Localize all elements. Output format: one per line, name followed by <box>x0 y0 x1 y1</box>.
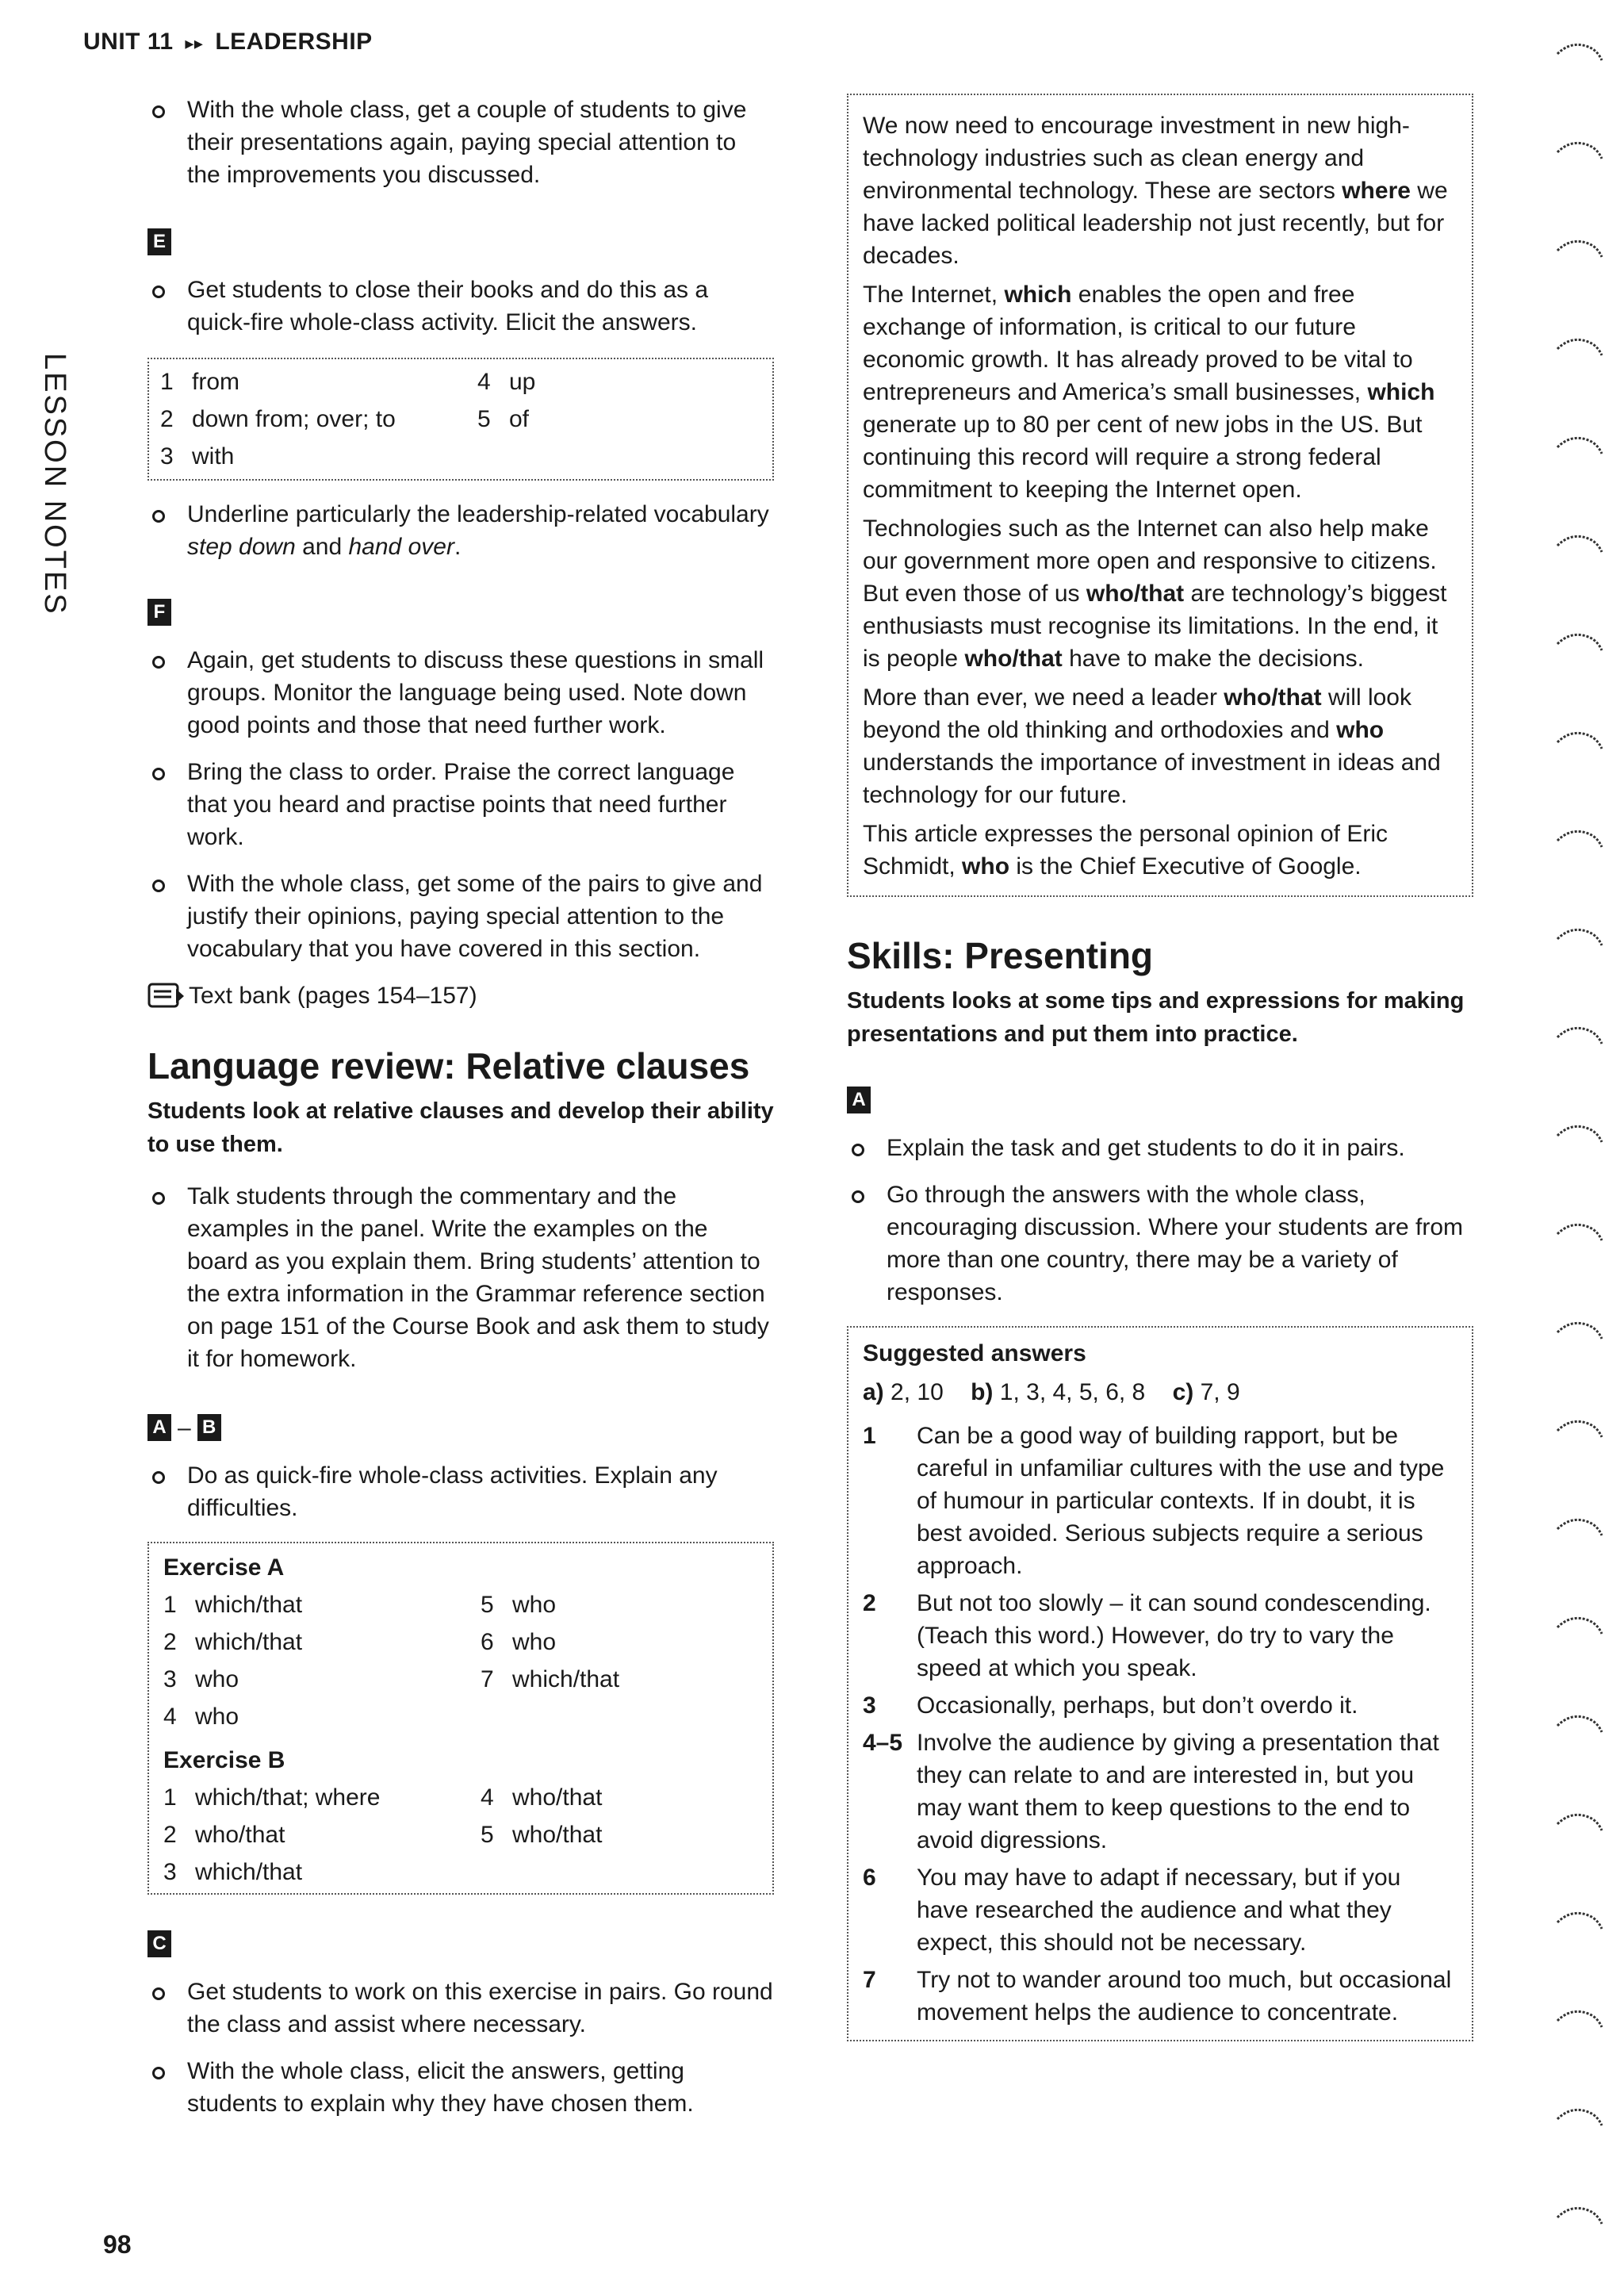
ans-num: 4 <box>477 369 491 395</box>
italic-term: hand over <box>348 534 454 560</box>
ans-num: 7 <box>481 1666 494 1692</box>
highlighted-relative: who <box>962 853 1010 880</box>
skills-bullet: Go through the answers with the whole class, encouraging discussion. Where your students are from more than one country, there may be a variety of responses. <box>847 1179 1473 1309</box>
ans-num: 4 <box>163 1704 177 1730</box>
ans-text: who/that <box>195 1822 285 1848</box>
list-num: 6 <box>863 1865 876 1891</box>
section-c-bullet: With the whole class, elicit the answers, getting students to explain why they have chosen them. <box>147 2055 774 2120</box>
page-number: 98 <box>103 2230 132 2259</box>
text-bank-label: Text bank (pages 154–157) <box>189 983 477 1009</box>
section-e-answers <box>160 366 761 473</box>
side-label-text: LESSON NOTES <box>38 353 71 616</box>
group-label: a) <box>863 1379 884 1405</box>
list-num: 2 <box>863 1590 876 1616</box>
ans-num: 1 <box>163 1784 177 1811</box>
list-item: Try not to wander around too much, but occasional movement helps the audience to concentrate. <box>917 1967 1452 2026</box>
text-run: enables the open and free exchange of information, is critical to our future economic growth. It has already proved to be vital to entrepreneurs and America’s small businesses, <box>863 282 1413 405</box>
ans-num: 2 <box>160 406 174 432</box>
group-values: 2, 10 <box>891 1379 944 1405</box>
spiral-ring-icon <box>1554 1613 1605 1637</box>
ans-num: 5 <box>481 1822 494 1848</box>
suggested-groups <box>863 1376 1457 1409</box>
ans-text: which/that <box>195 1629 303 1655</box>
text-run: is the Chief Executive of Google. <box>1009 853 1362 880</box>
ans-text: with <box>192 443 235 470</box>
ans-text: from <box>192 369 239 395</box>
ans-text: who <box>195 1666 239 1692</box>
article-paragraph <box>863 278 1457 506</box>
spiral-ring-icon <box>1554 630 1605 653</box>
spiral-ring-icon <box>1554 826 1605 850</box>
spiral-ring-icon <box>1554 433 1605 457</box>
ans-text: who/that <box>512 1822 603 1848</box>
header-arrow-icon: ▸▸ <box>185 33 204 53</box>
section-e-after-bullet <box>147 498 774 563</box>
ans-num <box>481 1856 512 1888</box>
highlighted-relative: who/that <box>964 646 1063 672</box>
list-item: Can be a good way of building rapport, but be careful in unfamiliar cultures with the use and type of humour in particular contexts. If in doubt, it is best avoided. Serious subjects require a serious approach. <box>917 1423 1445 1579</box>
ans-text: of <box>509 406 530 432</box>
ans-text: which/that <box>195 1592 303 1618</box>
section-e-badge-row <box>147 224 774 259</box>
skills-title: Skills: Presenting <box>847 935 1154 976</box>
section-ab-badge-row <box>147 1410 774 1445</box>
language-review-title: Language review: Relative clauses <box>147 1045 750 1087</box>
list-num: 4–5 <box>863 1730 903 1756</box>
right-column <box>847 94 1473 2041</box>
highlighted-relative: where <box>1342 178 1411 204</box>
section-f-bullet: Bring the class to order. Praise the correct language that you heard and practise points that need further work. <box>147 756 774 853</box>
unit-number: UNIT 11 <box>83 29 174 55</box>
article-box <box>847 94 1473 897</box>
spiral-ring-icon <box>1554 2006 1605 2030</box>
text-run: will look beyond the old thinking and orthodoxies and <box>863 684 1411 743</box>
skills-subtitle: Students looks at some tips and expressions for making presentations and put them into practice. <box>847 988 1465 1047</box>
text-run: understands the importance of investment in ideas and technology for our future. <box>863 749 1441 808</box>
unit-title: LEADERSHIP <box>215 29 373 55</box>
skills-bullet: Explain the task and get students to do it in pairs. <box>847 1132 1473 1164</box>
section-f-badge: F <box>147 599 171 626</box>
suggested-answers-title: Suggested answers <box>863 1340 1086 1366</box>
suggested-answers-box <box>847 1326 1473 2041</box>
highlighted-relative: which <box>1004 282 1072 308</box>
article-paragraph <box>863 681 1457 811</box>
spiral-ring-icon <box>1554 236 1605 260</box>
spiral-ring-icon <box>1554 1908 1605 1932</box>
text-run: More than ever, we need a leader <box>863 684 1224 711</box>
spiral-ring-icon <box>1554 1121 1605 1145</box>
text-run: and <box>295 534 349 560</box>
list-item: You may have to adapt if necessary, but if you have researched the audience and what they expect, this should not be necessary. <box>917 1865 1401 1956</box>
ans-num: 5 <box>477 406 491 432</box>
suggested-answers-list <box>863 1420 1457 2029</box>
ans-text: up <box>509 369 536 395</box>
text-run: Underline particularly the leadership-related vocabulary <box>187 501 769 527</box>
text-run: This article expresses the personal opinion of Eric Schmidt, <box>863 821 1388 880</box>
text-run: we have lacked political leadership not just recently, but for decades. <box>863 178 1448 269</box>
ans-text: who/that <box>512 1784 603 1811</box>
exercise-b-answers <box>163 1781 758 1888</box>
text-run: generate up to 80 per cent of new jobs in the US. But continuing this record will require a strong federal commitment to keeping the Internet open. <box>863 412 1423 503</box>
text-run: Technologies such as the Internet can also help make our government more open and responsive to citizens. But even those of us <box>863 516 1437 607</box>
spiral-ring-icon <box>1554 1711 1605 1735</box>
exercise-answer-box <box>147 1542 774 1895</box>
skills-a-badge: A <box>847 1087 871 1113</box>
text-run: We now need to encourage investment in new high-technology industries such as clean energy and environmental technology. These are sectors <box>863 113 1410 204</box>
section-e-answer-box <box>147 358 774 481</box>
text-bank-icon <box>147 983 184 1010</box>
ans-num: 3 <box>163 1666 177 1692</box>
group-values: 7, 9 <box>1200 1379 1240 1405</box>
ans-text: which/that; where <box>195 1784 381 1811</box>
text-run: The Internet, <box>863 282 1005 308</box>
ans-text <box>509 440 761 473</box>
ans-num: 2 <box>163 1822 177 1848</box>
intro-bullet: With the whole class, get a couple of students to give their presentations again, paying special attention to the improvements you discussed. <box>147 94 774 191</box>
ans-num: 1 <box>163 1592 177 1618</box>
left-column <box>147 94 774 2134</box>
group-values: 1, 3, 4, 5, 6, 8 <box>999 1379 1146 1405</box>
badge-dash: – <box>178 1414 191 1441</box>
spiral-ring-icon <box>1554 1023 1605 1047</box>
highlighted-relative: which <box>1367 379 1435 405</box>
group-label: c) <box>1172 1379 1194 1405</box>
spiral-ring-icon <box>1554 1220 1605 1244</box>
spiral-ring-icon <box>1554 335 1605 358</box>
list-item: Occasionally, perhaps, but don’t overdo it. <box>917 1692 1358 1719</box>
spiral-ring-icon <box>1554 1515 1605 1539</box>
section-c-bullet: Get students to work on this exercise in pairs. Go round the class and assist where necessary. <box>147 1976 774 2041</box>
ans-num: 6 <box>481 1629 494 1655</box>
exercise-a-title: Exercise A <box>163 1554 285 1581</box>
ans-num: 3 <box>163 1859 177 1885</box>
list-num: 3 <box>863 1692 876 1719</box>
language-review-subtitle: Students look at relative clauses and develop their ability to use them. <box>147 1098 774 1157</box>
spiral-ring-icon <box>1554 138 1605 162</box>
spiral-ring-icon <box>1554 531 1605 555</box>
text-run: are technology’s biggest enthusiasts must recognise its limitations. In the end, it is people <box>863 581 1447 672</box>
section-c-badge-row <box>147 1926 774 1961</box>
list-num: 7 <box>863 1967 876 1993</box>
ans-text <box>512 1856 758 1888</box>
group-label: b) <box>971 1379 994 1405</box>
section-ab-bullet: Do as quick-fire whole-class activities. Explain any difficulties. <box>147 1459 774 1524</box>
highlighted-relative: who <box>1336 717 1385 743</box>
ans-num: 1 <box>160 369 174 395</box>
exercise-a-answers <box>163 1589 758 1733</box>
list-item: Involve the audience by giving a presentation that they can relate to and are interested in, but you may want them to keep questions to the end to avoid digressions. <box>917 1730 1439 1853</box>
language-review-bullet: Talk students through the commentary and the examples in the panel. Write the examples on the board as you explain them. Bring students’ attention to the extra information in the Grammar reference section on page 151 of the Course Book and ask them to study it for homework. <box>147 1180 774 1375</box>
highlighted-relative: who/that <box>1086 581 1185 607</box>
spiral-ring-icon <box>1554 2203 1605 2227</box>
ans-num: 5 <box>481 1592 494 1618</box>
spiral-ring-icon <box>1554 925 1605 949</box>
ans-num <box>477 440 509 473</box>
section-a-badge: A <box>147 1414 171 1441</box>
skills-a-badge-row <box>847 1083 1473 1117</box>
list-num: 1 <box>863 1423 876 1449</box>
spiral-ring-icon <box>1554 1416 1605 1440</box>
unit-header <box>83 29 373 56</box>
spiral-ring-icon <box>1554 1810 1605 1834</box>
italic-term: step down <box>187 534 296 560</box>
exercise-b-title: Exercise B <box>163 1747 285 1773</box>
article-paragraph <box>863 818 1457 883</box>
section-e-bullet: Get students to close their books and do this as a quick-fire whole-class activity. Elicit the answers. <box>147 274 774 339</box>
spiral-ring-icon <box>1554 1318 1605 1342</box>
ans-num: 4 <box>481 1784 494 1811</box>
text-run: . <box>454 534 462 560</box>
ans-num: 3 <box>160 443 174 470</box>
article-paragraph <box>863 512 1457 675</box>
ans-text: who <box>512 1629 557 1655</box>
section-f-bullet: With the whole class, get some of the pairs to give and justify their opinions, paying special attention to the vocabulary that you have covered in this section. <box>147 868 774 965</box>
spiral-ring-icon <box>1554 728 1605 752</box>
section-b-badge: B <box>197 1414 221 1441</box>
ans-text: who <box>512 1592 557 1618</box>
list-item: But not too slowly – it can sound condescending. (Teach this word.) However, do try to vary the speed at which you speak. <box>917 1590 1431 1681</box>
highlighted-relative: who/that <box>1224 684 1322 711</box>
side-label <box>38 353 75 616</box>
spiral-ring-icon <box>1554 2105 1605 2129</box>
ans-num: 2 <box>163 1629 177 1655</box>
section-c-badge: C <box>147 1930 171 1957</box>
ans-num <box>481 1700 512 1733</box>
section-f-badge-row <box>147 595 774 630</box>
ans-text: who <box>195 1704 239 1730</box>
ans-text: down from; over; to <box>192 406 396 432</box>
ans-text: which/that <box>512 1666 620 1692</box>
article-paragraph <box>863 109 1457 272</box>
ans-text <box>512 1700 758 1733</box>
spiral-ring-icon <box>1554 40 1605 63</box>
text-run: have to make the decisions. <box>1062 646 1364 672</box>
ans-text: which/that <box>195 1859 303 1885</box>
section-f-bullet: Again, get students to discuss these questions in small groups. Monitor the language being used. Note down good points and those that need further work. <box>147 644 774 742</box>
section-e-badge: E <box>147 228 171 255</box>
text-bank-reference <box>147 979 774 1012</box>
